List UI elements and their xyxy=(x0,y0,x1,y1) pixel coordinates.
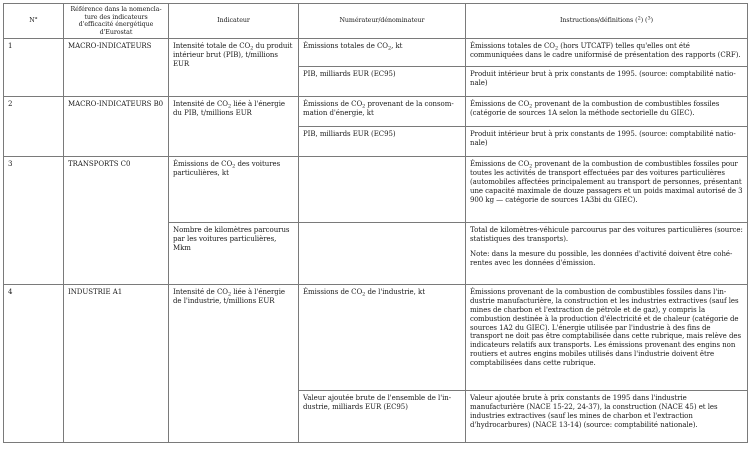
row-instructions: Émissions de $CO_2$ provenant de la combustion de combustibles fossiles pour toutes les activités de transport effectuées par des voitures particulières (automobiles affectées principalement au transport de personnes, présentant une capacité maximale de douze passagers et un poids maximal autorisé de 3 900 kg — catégorie de sources 1A3bi du GIEC). xyxy=(466,157,748,223)
row-numerator: Émissions de $CO_2$ de l'industrie, kt xyxy=(299,285,466,391)
row-indicator: Intensité de $CO_2$ liée à l'énergie du PIB, t/millions EUR xyxy=(169,97,299,157)
row-instructions xyxy=(466,223,748,285)
table-row xyxy=(4,285,748,391)
row-numerator xyxy=(299,157,466,223)
row-reference: MACRO-INDICATEURS B0 xyxy=(64,97,169,157)
row-denominator: PIB, milliards EUR (EC95) xyxy=(299,127,466,157)
row-indicator: Intensité de $CO_2$ liée à l'énergie de l'industrie, t/millions EUR xyxy=(169,285,299,443)
table-row xyxy=(4,97,748,127)
row-reference: TRANSPORTS C0 xyxy=(64,157,169,285)
row-denominator xyxy=(299,223,466,285)
row-number: 1 xyxy=(4,39,64,97)
row-number: 3 xyxy=(4,157,64,285)
table-row xyxy=(4,157,748,223)
row-instructions: Émissions de $CO_2$ provenant de la combustion de combustibles fossiles (catégorie de sources 1A selon la méthode sectorielle du GIEC). xyxy=(466,97,748,127)
table-header-row xyxy=(4,4,748,39)
row-instructions: Émissions totales de $CO_2$ (hors UTCATF) telles qu'elles ont été communiquées dans le cadre uniformisé de présentation des rapports (CRF). xyxy=(466,39,748,67)
row-numerator: Émissions totales de $CO_2$, kt xyxy=(299,39,466,67)
row-denominator: PIB, milliards EUR (EC95) xyxy=(299,67,466,97)
row-indicator: Intensité totale de $CO_2$ du produit intérieur brut (PIB), t/millions EUR xyxy=(169,39,299,97)
row-number: 2 xyxy=(4,97,64,157)
row-denominator: Valeur ajoutée brute de l'ensemble de l'industrie, milliards EUR (EC95) xyxy=(299,391,466,443)
instructions-note: Note: dans la mesure du possible, les données d'activité doivent être cohérentes avec les données d'émission. xyxy=(470,249,733,267)
row-number: 4 xyxy=(4,285,64,443)
row-instructions: Produit intérieur brut à prix constants de 1995. (source: comptabilité nationale) xyxy=(466,67,748,97)
row-reference: INDUSTRIE A1 xyxy=(64,285,169,443)
instructions-paragraph: Total de kilomètres-véhicule parcourus par des voitures particulières (source: statistiques des transports). xyxy=(470,226,743,244)
header-numerator-denominator: Numérateur/dénominateur xyxy=(299,4,466,39)
indicator-table xyxy=(3,3,748,443)
row-instructions: Émissions provenant de la combustion de combustibles fossiles dans l'industrie manufacturière, la construction et les industries extractives (sauf les mines de charbon et l'extraction de pétrole et de gaz), y compris la combustion destinée à la production d'électricité et de chaleur (catégorie de sources 1A2 du GIEC). L'énergie utilisée par l'industrie à des fins de transport ne doit pas être comptabilisée dans cette rubrique, mais relève des indicateurs relatifs aux transports. Les émissions provenant des engins non routiers et autres engins mobiles utilisés dans l'industrie doivent être comptabilisées dans cette rubrique. xyxy=(466,285,748,391)
header-indicator: Indicateur xyxy=(169,4,299,39)
row-indicator: Nombre de kilomètres parcourus par les voitures particulières, Mkm xyxy=(169,223,299,285)
row-instructions: Produit intérieur brut à prix constants de 1995. (source: comptabilité nationale) xyxy=(466,127,748,157)
table-row xyxy=(4,39,748,67)
row-instructions: Valeur ajoutée brute à prix constants de 1995 dans l'industrie manufacturière (NACE 15-22, 24-37), la construction (NACE 45) et les industries extractives (sauf les mines de charbon et l'extraction d'hydrocarbures) (NACE 13-14) (source: comptabilité nationale). xyxy=(466,391,748,443)
header-reference: Référence dans la nomencla- ture des indicateurs d'efficacité énergétique d'Eurostat xyxy=(64,4,169,39)
header-number: N° xyxy=(4,4,64,39)
row-indicator: Émissions de $CO_2$ des voitures particulières, kt xyxy=(169,157,299,223)
row-reference: MACRO-INDICATEURS xyxy=(64,39,169,97)
header-instructions: Instructions/définitions ($^2$) ($^3$) xyxy=(466,4,748,39)
row-numerator: Émissions de $CO_2$ provenant de la consommation d'énergie, kt xyxy=(299,97,466,127)
